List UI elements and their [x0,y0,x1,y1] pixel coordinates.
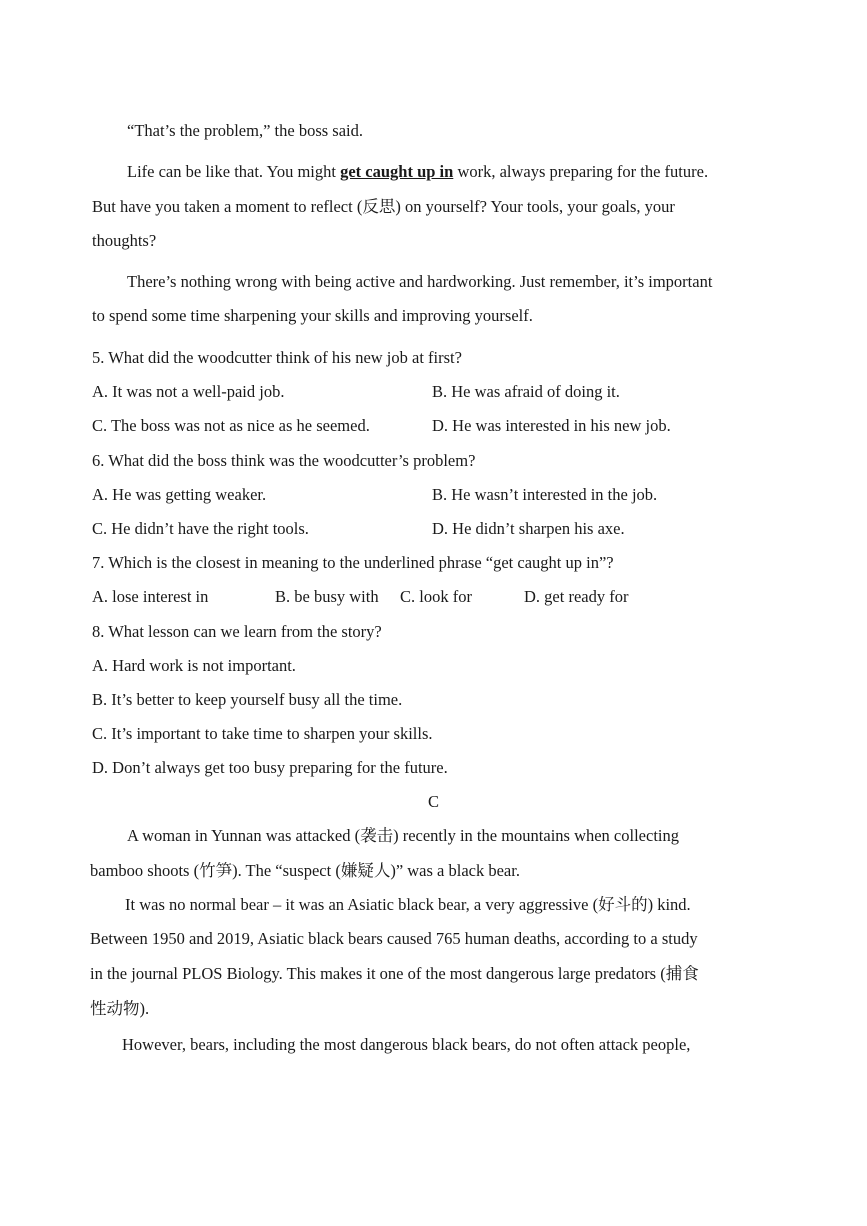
paragraph-line: However, bears, including the most dangerous black bears, do not often attack people, [122,1035,691,1054]
text-run: work, always preparing for the future. [453,162,709,181]
option-c: C. It’s important to take time to sharpen your skills. [92,724,433,743]
paragraph-line: bamboo shoots (竹笋). The “suspect (嫌疑人)” was a black bear. [90,861,520,880]
option-a: A. He was getting weaker. [92,485,267,504]
option-d: D. He didn’t sharpen his axe. [432,519,625,538]
option-a: A. lose interest in [92,587,209,606]
question-stem: 8. What lesson can we learn from the story? [92,622,382,641]
option-b: B. He was afraid of doing it. [432,382,620,401]
option-b: B. be busy with [275,587,379,606]
option-c: C. The boss was not as nice as he seemed. [92,416,370,435]
option-c: C. He didn’t have the right tools. [92,519,309,538]
option-row [92,416,772,438]
question-stem: 7. Which is the closest in meaning to the underlined phrase “get caught up in”? [92,553,614,572]
paragraph-line: A woman in Yunnan was attacked (袭击) recently in the mountains when collecting [127,826,679,845]
option-row [92,587,772,609]
option-b: B. He wasn’t interested in the job. [432,485,658,504]
paragraph-line: to spend some time sharpening your skills and improving yourself. [92,306,533,325]
option-d: D. get ready for [524,587,629,606]
paragraph-line: There’s nothing wrong with being active and hardworking. Just remember, it’s important [127,272,713,291]
option-a: A. Hard work is not important. [92,656,296,675]
question-stem: 6. What did the boss think was the woodcutter’s problem? [92,451,476,470]
option-d: D. Don’t always get too busy preparing for the future. [92,758,448,777]
option-d: D. He was interested in his new job. [432,416,671,435]
paragraph-line [127,162,708,182]
option-row [92,485,772,507]
paragraph-line: Between 1950 and 2019, Asiatic black bears caused 765 human deaths, according to a study [90,929,698,948]
paragraph-line: “That’s the problem,” the boss said. [127,121,363,140]
underlined-phrase: get caught up in [340,162,454,181]
option-c: C. look for [400,587,472,606]
paragraph-line: in the journal PLOS Biology. This makes it one of the most dangerous large predators (捕食 [90,964,699,983]
option-a: A. It was not a well-paid job. [92,382,285,401]
question-stem: 5. What did the woodcutter think of his new job at first? [92,348,462,367]
paragraph-line: 性动物). [90,999,150,1018]
text-run: Life can be like that. You might [127,162,341,181]
option-row [92,382,772,404]
paragraph-line: thoughts? [92,231,157,250]
paragraph-line: But have you taken a moment to reflect (反思) on yourself? Your tools, your goals, your [92,197,675,216]
section-heading: C [427,792,439,811]
paragraph-line: It was no normal bear – it was an Asiatic black bear, a very aggressive (好斗的) kind. [125,895,691,914]
option-b: B. It’s better to keep yourself busy all the time. [92,690,403,709]
option-row [92,519,772,541]
